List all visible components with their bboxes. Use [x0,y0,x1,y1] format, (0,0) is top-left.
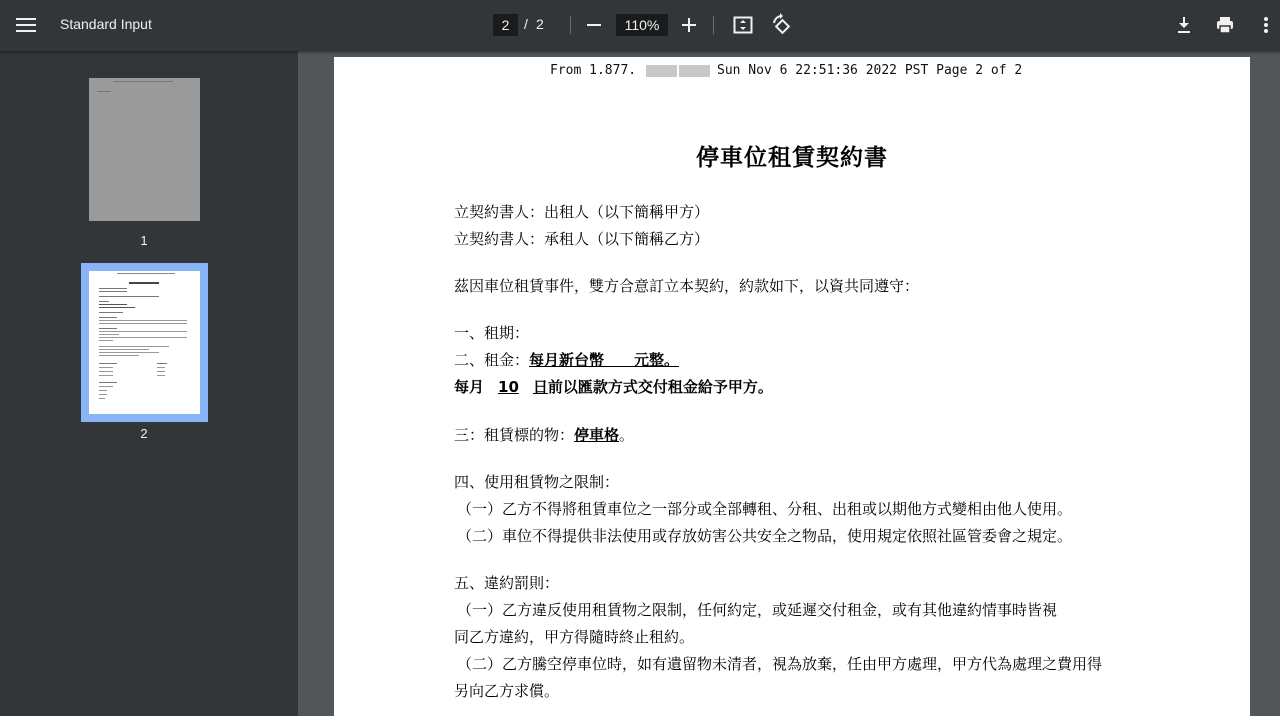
restriction-item-2: （二）車位不得提供非法使用或存放妨害公共安全之物品，使用規定依照社區管委會之規定。 [457,527,1073,545]
rent-due-prefix: 每月 [454,378,485,396]
download-icon [1172,13,1196,37]
clause-restriction: 四、使用租賃物之限制： [454,473,620,491]
thumbnail-preview [89,78,200,221]
penalty-item-1: （一）乙方違反使用租賃物之限制，任何約定，或延遲交付租金，或有其他違約情事時皆視 [457,601,1058,619]
fax-date-text: Sun Nov 6 22:51:36 2022 PST Page 2 of 2 [717,63,1023,78]
rent-amount: 每月新台幣 元整。 [529,351,680,369]
menu-icon[interactable] [16,15,36,35]
clause-subject-label: 三：租賃標的物： [454,426,575,444]
minus-icon [582,13,606,37]
more-vert-icon [1254,13,1278,37]
fit-page-icon [731,13,755,37]
fit-to-page-button[interactable] [731,13,755,37]
rotate-icon [769,13,793,37]
thumbnail-number: 2 [140,426,148,441]
document-viewer[interactable] [298,51,1280,716]
contract-title: 停車位租賃契約書 [696,145,888,171]
penalty-item-2: （二）乙方騰空停車位時，如有遺留物未清者，視為放棄，任由甲方處理，甲方代為處理之費用得 [457,655,1103,673]
toolbar-divider [713,16,714,34]
rent-due-day: 10 [498,378,519,396]
thumbnail-sidebar [0,51,298,716]
printer-icon [1213,13,1237,37]
rent-due-line [454,376,773,397]
zoom-out-button[interactable] [582,13,606,37]
rent-due-suffix: 前以匯款方式交付租金給予甲方。 [547,378,773,396]
thumbnail-image [89,78,200,221]
penalty-item-2-cont: 另向乙方求償。 [454,682,560,700]
more-actions-button[interactable] [1254,13,1278,37]
toolbar-divider [570,16,571,34]
zoom-input[interactable]: 110% [616,14,668,36]
download-button[interactable] [1172,13,1196,37]
clause-subject [454,424,634,445]
preamble: 茲因車位租賃事件，雙方合意訂立本契約，約款如下，以資共同遵守： [454,277,920,295]
fax-from-text: From 1.877. [550,63,637,78]
pdf-toolbar [0,0,1280,51]
page-number-input[interactable]: 2 [493,14,518,36]
clause-rent-label: 二、租金： [454,351,530,369]
redacted-block [646,65,677,77]
pdf-page [334,57,1250,716]
total-pages: 2 [536,16,544,32]
redacted-block [679,65,710,77]
clause-rent [454,349,679,370]
penalty-item-1-cont: 同乙方違約，甲方得隨時終止租約。 [454,628,695,646]
thumbnail-image [89,271,200,414]
party-lessor: 立契約書人：出租人（以下簡稱甲方） [454,203,710,221]
thumbnail-number: 1 [140,233,148,248]
zoom-in-button[interactable] [677,13,701,37]
page-separator: / [524,16,528,32]
thumbnail-preview [89,271,200,414]
restriction-item-1: （一）乙方不得將租賃車位之一部分或全部轉租、分租、出租或以期他方式變相由他人使用。 [457,500,1073,518]
plus-icon [677,13,701,37]
clause-term: 一、租期： [454,324,530,342]
party-lessee: 立契約書人：承租人（以下簡稱乙方） [454,230,710,248]
subject-value: 停車格 [574,426,620,444]
document-title: Standard Input [60,16,152,32]
rotate-button[interactable] [769,13,793,37]
print-button[interactable] [1213,13,1237,37]
clause-penalty: 五、違約罰則： [454,574,560,592]
rent-due-day-unit: 日 [532,378,548,396]
subject-period: 。 [619,426,635,444]
